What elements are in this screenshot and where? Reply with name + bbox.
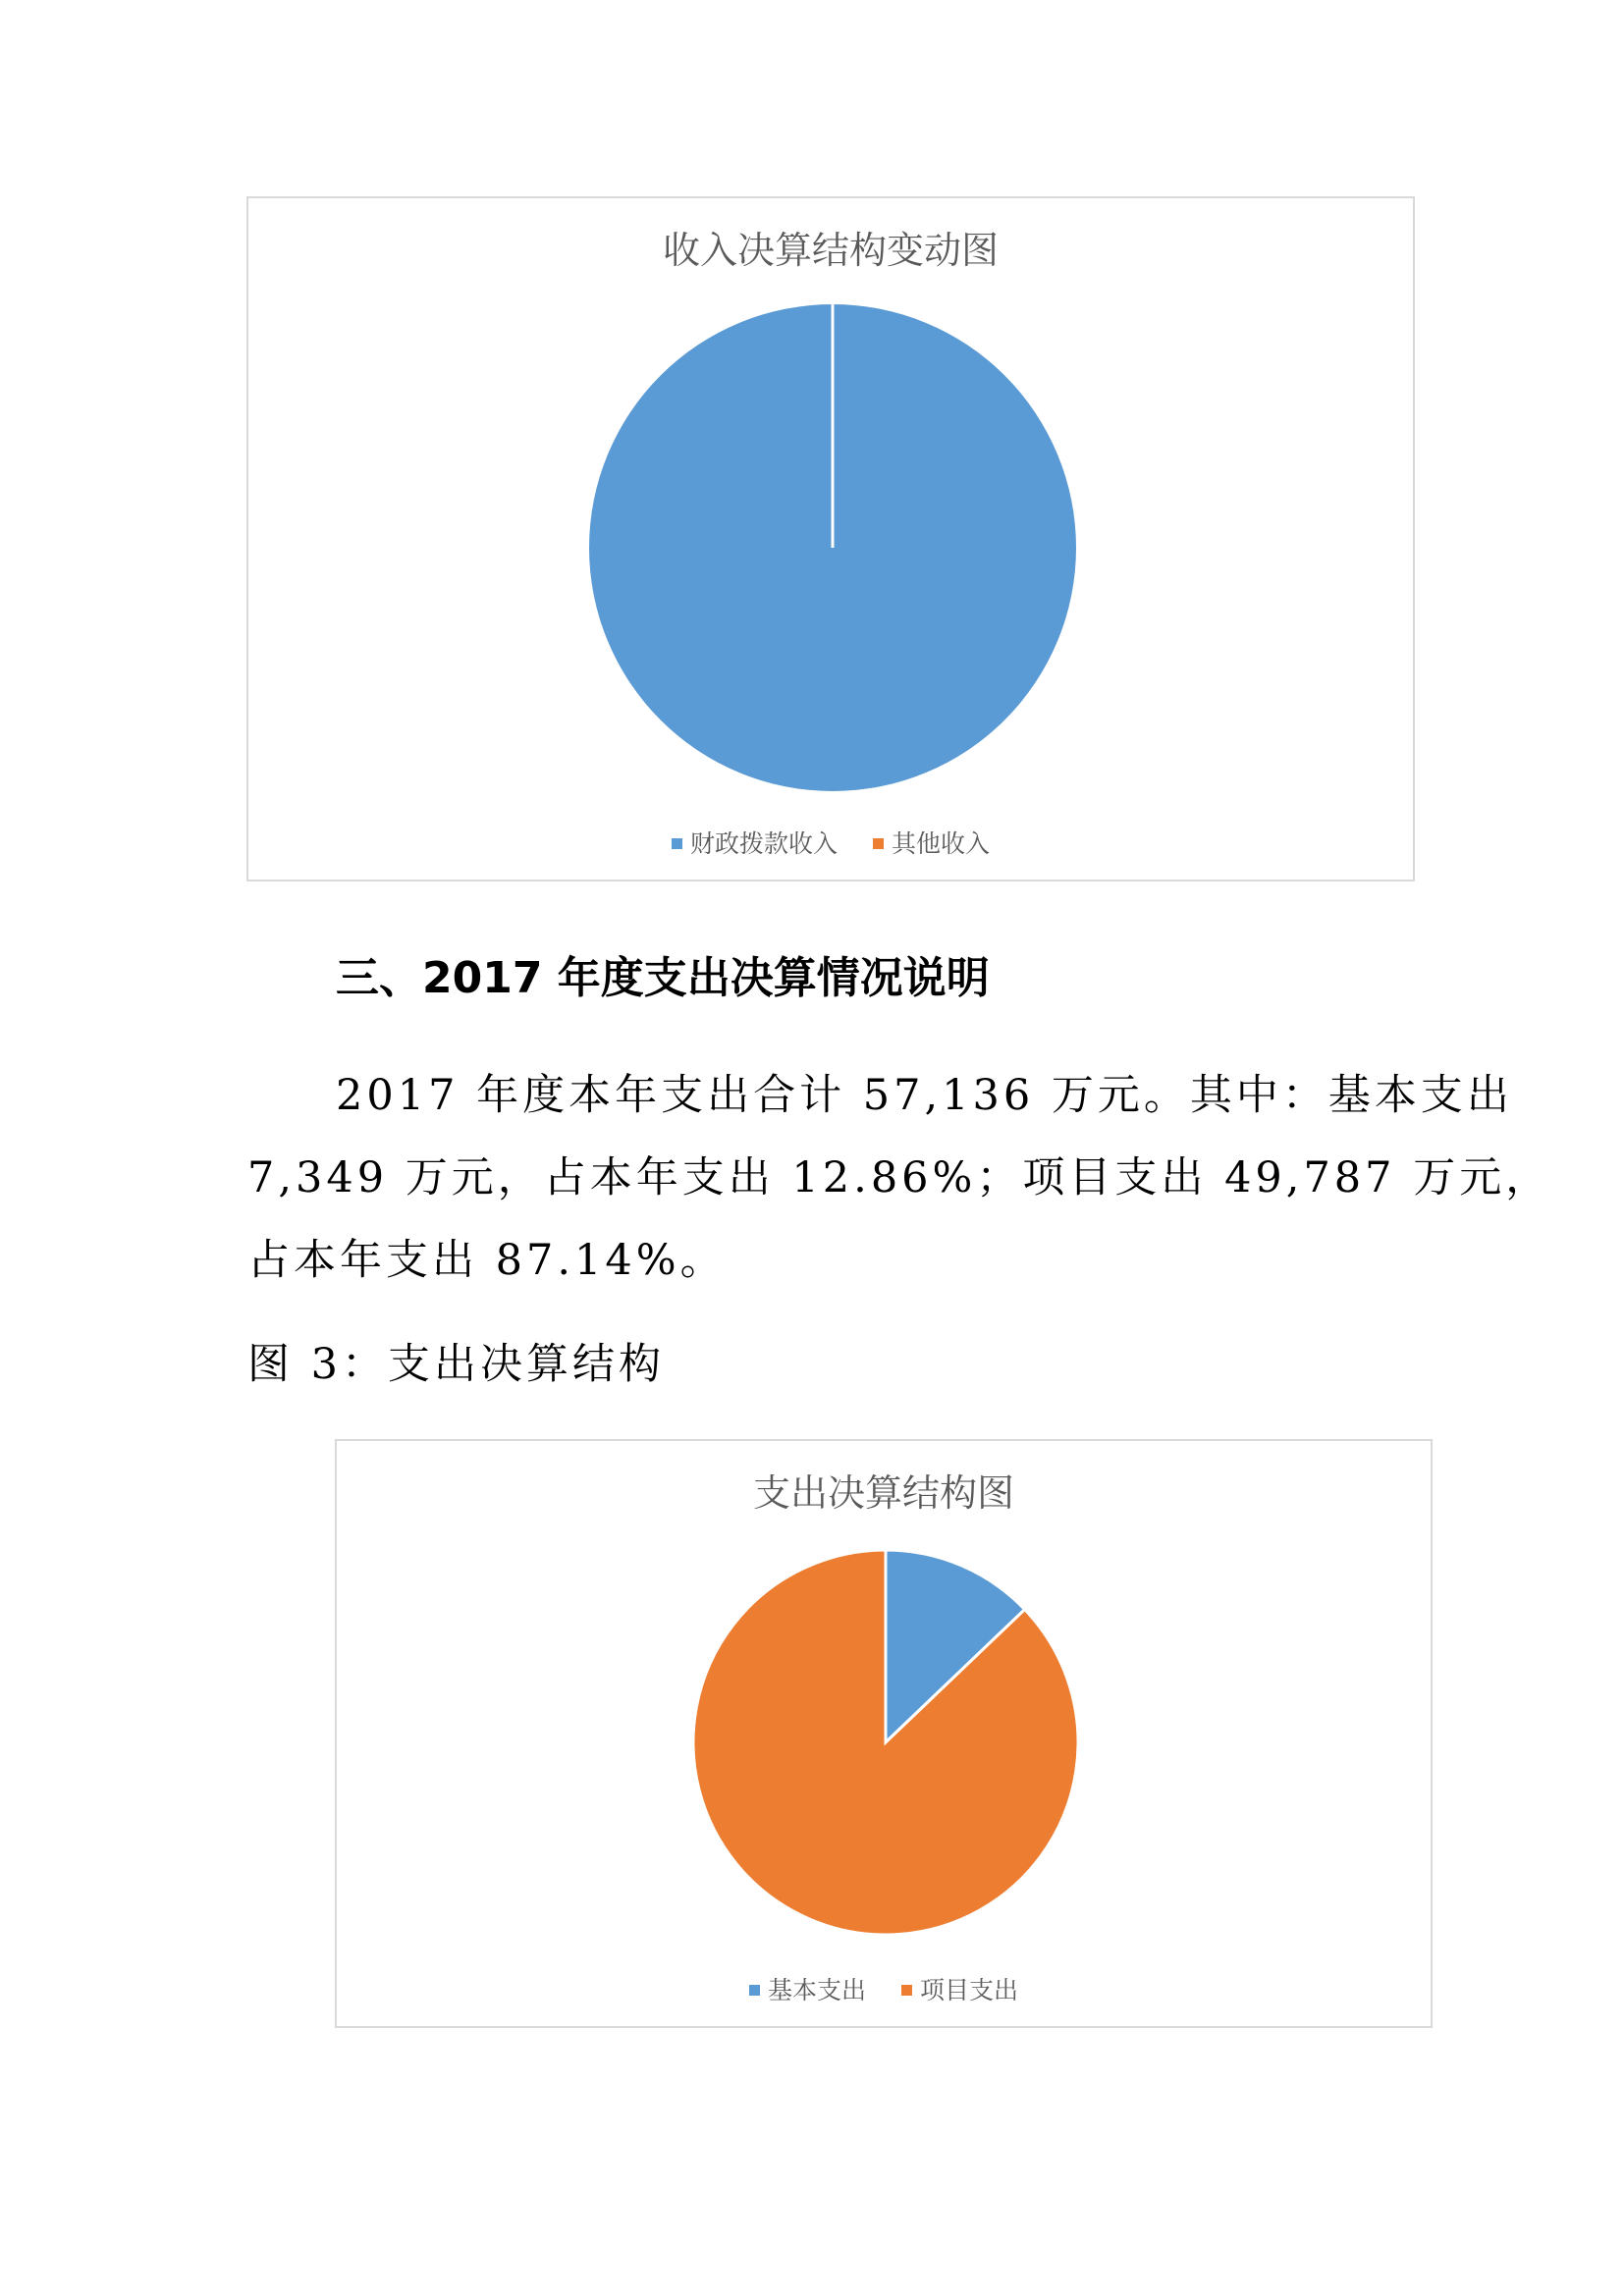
income-chart-title: 收入决算结构变动图 (662, 229, 999, 272)
legend-swatch-orange (901, 1985, 912, 1996)
income-chart (246, 196, 1415, 881)
legend-swatch-blue (749, 1985, 760, 1996)
paragraph-line-1: 2017 年度本年支出合计 57,136 万元。其中：基本支出 (336, 1071, 1513, 1120)
legend-label: 财政拨款收入 (690, 829, 839, 858)
legend-label: 基本支出 (768, 1976, 867, 2004)
legend-swatch-orange (873, 838, 884, 849)
expenditure-chart-title: 支出决算结构图 (752, 1471, 1014, 1515)
expenditure-chart (335, 1439, 1433, 2028)
figure-caption: 图 3：支出决算结构 (247, 1340, 666, 1389)
income-pie (248, 198, 1417, 883)
legend-item-basic-expenditure (749, 1971, 866, 2006)
legend-item-fiscal-appropriation (672, 825, 838, 860)
legend-label: 项目支出 (919, 1976, 1018, 2004)
legend-label: 其他收入 (891, 829, 990, 858)
paragraph-line-2: 7,349 万元，占本年支出 12.86%；项目支出 49,787 万元， (247, 1153, 1552, 1202)
legend-item-other-income (873, 825, 990, 860)
expenditure-legend (337, 1971, 1431, 2006)
expenditure-pie (337, 1441, 1435, 2030)
legend-swatch-blue (672, 838, 682, 849)
income-legend (248, 825, 1413, 860)
legend-item-project-expenditure (901, 1971, 1018, 2006)
section-heading: 三、2017 年度支出决算情况说明 (336, 953, 990, 1003)
paragraph-line-3: 占本年支出 87.14%。 (247, 1236, 727, 1285)
